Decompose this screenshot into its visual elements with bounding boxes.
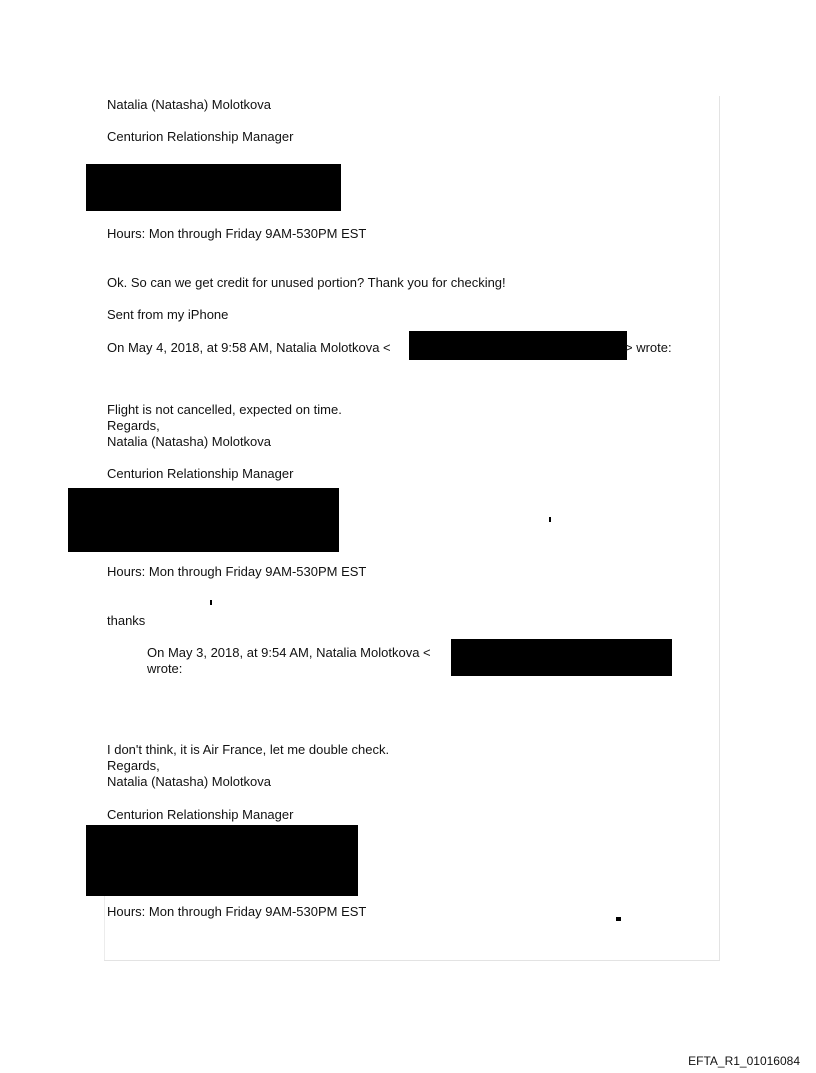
bates-number: EFTA_R1_01016084 <box>688 1054 800 1068</box>
quote-header-suffix: > wrote: <box>625 340 672 355</box>
message-line: Flight is not cancelled, expected on time. <box>107 402 342 417</box>
quote-header-line2: wrote: <box>147 661 183 676</box>
sent-from-line: Sent from my iPhone <box>107 307 229 322</box>
scan-artifact <box>549 517 551 522</box>
signature-hours: Hours: Mon through Friday 9AM-530PM EST <box>107 226 367 241</box>
signature-hours: Hours: Mon through Friday 9AM-530PM EST <box>107 564 367 579</box>
quote-header-prefix: On May 4, 2018, at 9:58 AM, Natalia Molotkova < <box>107 340 391 355</box>
regards-line: Regards, <box>107 758 160 773</box>
redaction-block <box>68 488 339 552</box>
signature-name: Natalia (Natasha) Molotkova <box>107 774 272 789</box>
scan-artifact <box>616 917 621 921</box>
reply-body: thanks <box>107 613 146 628</box>
scan-artifact <box>210 600 212 605</box>
signature-hours: Hours: Mon through Friday 9AM-530PM EST <box>107 904 367 919</box>
signature-title: Centurion Relationship Manager <box>107 466 294 481</box>
quote-header: On May 3, 2018, at 9:54 AM, Natalia Molotkova < <box>147 645 431 660</box>
quote-header <box>107 340 391 356</box>
signature-name: Natalia (Natasha) Molotkova <box>107 434 272 449</box>
redaction-block <box>409 331 627 360</box>
redaction-block <box>451 639 672 676</box>
regards-line: Regards, <box>107 418 160 433</box>
message-line: I don't think, it is Air France, let me double check. <box>107 742 390 757</box>
signature-name: Natalia (Natasha) Molotkova <box>107 97 272 112</box>
reply-body: Ok. So can we get credit for unused portion? Thank you for checking! <box>107 275 506 290</box>
signature-title: Centurion Relationship Manager <box>107 807 294 822</box>
redaction-block <box>86 164 341 211</box>
signature-title: Centurion Relationship Manager <box>107 129 294 144</box>
redaction-block <box>86 825 358 896</box>
